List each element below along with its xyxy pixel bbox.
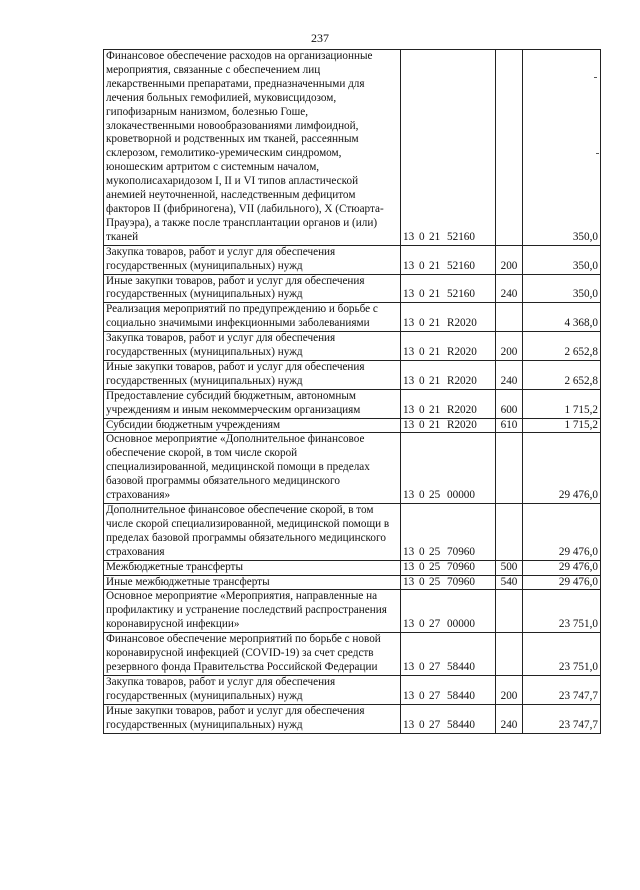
row-name-cell: Субсидии бюджетным учреждениям bbox=[104, 418, 401, 433]
row-name-cell: Иные закупки товаров, работ и услуг для обеспечения государственных (муниципальных) нужд bbox=[104, 274, 401, 303]
code-segment: R2020 bbox=[447, 418, 477, 431]
code-segment: 13 bbox=[403, 660, 415, 673]
row-amount-cell: 4 368,0 bbox=[523, 303, 601, 332]
row-code-cell bbox=[401, 274, 496, 303]
table-row bbox=[104, 675, 601, 704]
row-amount-cell: 350,0 bbox=[523, 50, 601, 246]
code-segment: 25 bbox=[429, 560, 441, 573]
code-segment: 13 bbox=[403, 230, 415, 243]
table-row bbox=[104, 590, 601, 633]
row-amount-cell: 1 715,2 bbox=[523, 418, 601, 433]
row-expense-type-cell: 240 bbox=[496, 360, 523, 389]
row-amount-cell: 29 476,0 bbox=[523, 560, 601, 575]
code-segment: 58440 bbox=[447, 718, 475, 731]
row-name-cell: Иные закупки товаров, работ и услуг для обеспечения государственных (муниципальных) нужд bbox=[104, 360, 401, 389]
code-segment: 0 bbox=[419, 403, 425, 416]
budget-table bbox=[103, 49, 601, 734]
row-expense-type-cell bbox=[496, 633, 523, 676]
table-row bbox=[104, 303, 601, 332]
code-segment: 13 bbox=[403, 489, 415, 502]
code-segment: 0 bbox=[419, 288, 425, 301]
row-name-cell: Основное мероприятие «Дополнительное финансовое обеспечение скорой, в том числе скорой специализированной, медицинской помощи в пределах базовой программы обязательного медицинского страхования» bbox=[104, 433, 401, 504]
row-expense-type-cell: 200 bbox=[496, 332, 523, 361]
code-segment: 27 bbox=[429, 660, 441, 673]
code-segment: R2020 bbox=[447, 374, 477, 387]
row-name-cell: Закупка товаров, работ и услуг для обеспечения государственных (муниципальных) нужд bbox=[104, 675, 401, 704]
row-expense-type-cell bbox=[496, 504, 523, 561]
code-segment: 13 bbox=[403, 317, 415, 330]
row-expense-type-cell bbox=[496, 50, 523, 246]
code-segment: 13 bbox=[403, 374, 415, 387]
code-segment: 25 bbox=[429, 489, 441, 502]
row-expense-type-cell bbox=[496, 433, 523, 504]
row-amount-cell: 29 476,0 bbox=[523, 433, 601, 504]
code-segment: 13 bbox=[403, 618, 415, 631]
row-code-cell bbox=[401, 50, 496, 246]
row-expense-type-cell bbox=[496, 590, 523, 633]
table-row bbox=[104, 504, 601, 561]
row-code-cell bbox=[401, 675, 496, 704]
row-expense-type-cell: 240 bbox=[496, 704, 523, 733]
row-amount-cell: 1 715,2 bbox=[523, 389, 601, 418]
code-segment: 13 bbox=[403, 689, 415, 702]
row-code-cell bbox=[401, 504, 496, 561]
row-expense-type-cell: 200 bbox=[496, 675, 523, 704]
code-segment: 27 bbox=[429, 718, 441, 731]
code-segment: 0 bbox=[419, 374, 425, 387]
code-segment: 0 bbox=[419, 575, 425, 588]
code-segment: 13 bbox=[403, 418, 415, 431]
row-amount-cell: 23 751,0 bbox=[523, 633, 601, 676]
row-expense-type-cell: 600 bbox=[496, 389, 523, 418]
row-expense-type-cell: 540 bbox=[496, 575, 523, 590]
code-segment: 13 bbox=[403, 575, 415, 588]
row-amount-cell: 29 476,0 bbox=[523, 575, 601, 590]
row-amount-cell: 2 652,8 bbox=[523, 360, 601, 389]
code-segment: 21 bbox=[429, 346, 441, 359]
row-name-cell: Финансовое обеспечение мероприятий по борьбе с новой коронавирусной инфекцией (COVID-19) за счет средств резервного фонда Правительства Российской Федерации bbox=[104, 633, 401, 676]
row-name-cell: Закупка товаров, работ и услуг для обеспечения государственных (муниципальных) нужд bbox=[104, 245, 401, 274]
row-name-cell: Основное мероприятие «Мероприятия, направленные на профилактику и устранение последствий распространения коронавирусной инфекции» bbox=[104, 590, 401, 633]
code-segment: 0 bbox=[419, 489, 425, 502]
table-row bbox=[104, 560, 601, 575]
code-segment: 70960 bbox=[447, 575, 475, 588]
row-code-cell bbox=[401, 704, 496, 733]
row-name-cell: Иные закупки товаров, работ и услуг для обеспечения государственных (муниципальных) нужд bbox=[104, 704, 401, 733]
table-row bbox=[104, 575, 601, 590]
row-code-cell bbox=[401, 590, 496, 633]
code-segment: R2020 bbox=[447, 317, 477, 330]
row-expense-type-cell: 610 bbox=[496, 418, 523, 433]
table-row bbox=[104, 433, 601, 504]
code-segment: 0 bbox=[419, 660, 425, 673]
table-row bbox=[104, 274, 601, 303]
row-expense-type-cell bbox=[496, 303, 523, 332]
row-amount-cell: 350,0 bbox=[523, 245, 601, 274]
code-segment: 0 bbox=[419, 230, 425, 243]
row-name-cell: Реализация мероприятий по предупреждению и борьбе с социально значимыми инфекционными заболеваниями bbox=[104, 303, 401, 332]
code-segment: 27 bbox=[429, 689, 441, 702]
row-code-cell bbox=[401, 389, 496, 418]
code-segment: 0 bbox=[419, 618, 425, 631]
row-code-cell bbox=[401, 332, 496, 361]
table-row bbox=[104, 360, 601, 389]
row-code-cell bbox=[401, 360, 496, 389]
row-expense-type-cell: 240 bbox=[496, 274, 523, 303]
code-segment: 13 bbox=[403, 259, 415, 272]
row-code-cell bbox=[401, 418, 496, 433]
code-segment: 0 bbox=[419, 560, 425, 573]
table-row bbox=[104, 245, 601, 274]
row-code-cell bbox=[401, 245, 496, 274]
row-name-cell: Иные межбюджетные трансферты bbox=[104, 575, 401, 590]
row-amount-cell: 23 747,7 bbox=[523, 675, 601, 704]
row-expense-type-cell: 200 bbox=[496, 245, 523, 274]
row-name-cell: Межбюджетные трансферты bbox=[104, 560, 401, 575]
code-segment: 0 bbox=[419, 418, 425, 431]
code-segment: 21 bbox=[429, 288, 441, 301]
code-segment: 25 bbox=[429, 545, 441, 558]
code-segment: 58440 bbox=[447, 660, 475, 673]
code-segment: 21 bbox=[429, 418, 441, 431]
code-segment: 0 bbox=[419, 259, 425, 272]
scan-mark bbox=[596, 153, 599, 154]
code-segment: R2020 bbox=[447, 403, 477, 416]
code-segment: 13 bbox=[403, 718, 415, 731]
row-code-cell bbox=[401, 303, 496, 332]
row-expense-type-cell: 500 bbox=[496, 560, 523, 575]
table-row bbox=[104, 704, 601, 733]
row-amount-cell: 29 476,0 bbox=[523, 504, 601, 561]
code-segment: 0 bbox=[419, 346, 425, 359]
code-segment: 52160 bbox=[447, 259, 475, 272]
row-name-cell: Предоставление субсидий бюджетным, автономным учреждениям и иным некоммерческим организациям bbox=[104, 389, 401, 418]
code-segment: 13 bbox=[403, 560, 415, 573]
code-segment: 52160 bbox=[447, 230, 475, 243]
table-row bbox=[104, 633, 601, 676]
code-segment: 0 bbox=[419, 718, 425, 731]
budget-table-body bbox=[104, 50, 601, 734]
code-segment: 13 bbox=[403, 403, 415, 416]
row-amount-cell: 2 652,8 bbox=[523, 332, 601, 361]
code-segment: 21 bbox=[429, 403, 441, 416]
row-code-cell bbox=[401, 560, 496, 575]
code-segment: 0 bbox=[419, 545, 425, 558]
code-segment: 13 bbox=[403, 288, 415, 301]
code-segment: 52160 bbox=[447, 288, 475, 301]
table-row bbox=[104, 50, 601, 246]
row-amount-cell: 350,0 bbox=[523, 274, 601, 303]
code-segment: 0 bbox=[419, 317, 425, 330]
code-segment: 21 bbox=[429, 230, 441, 243]
code-segment: 58440 bbox=[447, 689, 475, 702]
row-name-cell: Финансовое обеспечение расходов на организационные мероприятия, связанные с обеспечением лиц лекарственными препаратами, предназначенными для лечения больных гемофилией, муковисцидозом, гипофизарным нанизмом, болезнью Гоше, злокачественными новообразованиями лимфоидной, кроветворной и родственных им тканей, рассеянным склерозом, гемолитико-уремическим синдромом, юношеским артритом с системным началом, мукополисахаридозом I, II и VI типов апластической анемией неуточненной, наследственным дефицитом факторов II (фибриногена), VII (лабильного), X (Стюарта-Прауэра), а также после трансплантации органов и (или) тканей bbox=[104, 50, 401, 246]
code-segment: 21 bbox=[429, 259, 441, 272]
row-code-cell bbox=[401, 433, 496, 504]
code-segment: 27 bbox=[429, 618, 441, 631]
row-code-cell bbox=[401, 633, 496, 676]
code-segment: 13 bbox=[403, 545, 415, 558]
code-segment: 70960 bbox=[447, 545, 475, 558]
code-segment: 21 bbox=[429, 374, 441, 387]
row-amount-cell: 23 747,7 bbox=[523, 704, 601, 733]
code-segment: 00000 bbox=[447, 489, 475, 502]
code-segment: 21 bbox=[429, 317, 441, 330]
code-segment: 70960 bbox=[447, 560, 475, 573]
code-segment: 13 bbox=[403, 346, 415, 359]
table-row bbox=[104, 389, 601, 418]
row-code-cell bbox=[401, 575, 496, 590]
code-segment: 25 bbox=[429, 575, 441, 588]
scan-mark bbox=[594, 77, 597, 78]
page-number: 237 bbox=[311, 31, 329, 45]
code-segment: 00000 bbox=[447, 618, 475, 631]
code-segment: R2020 bbox=[447, 346, 477, 359]
code-segment: 0 bbox=[419, 689, 425, 702]
row-amount-cell: 23 751,0 bbox=[523, 590, 601, 633]
table-row bbox=[104, 332, 601, 361]
row-name-cell: Дополнительное финансовое обеспечение скорой, в том числе скорой специализированной, медицинской помощи в пределах базовой программы обязательного медицинского страхования bbox=[104, 504, 401, 561]
row-name-cell: Закупка товаров, работ и услуг для обеспечения государственных (муниципальных) нужд bbox=[104, 332, 401, 361]
table-row bbox=[104, 418, 601, 433]
